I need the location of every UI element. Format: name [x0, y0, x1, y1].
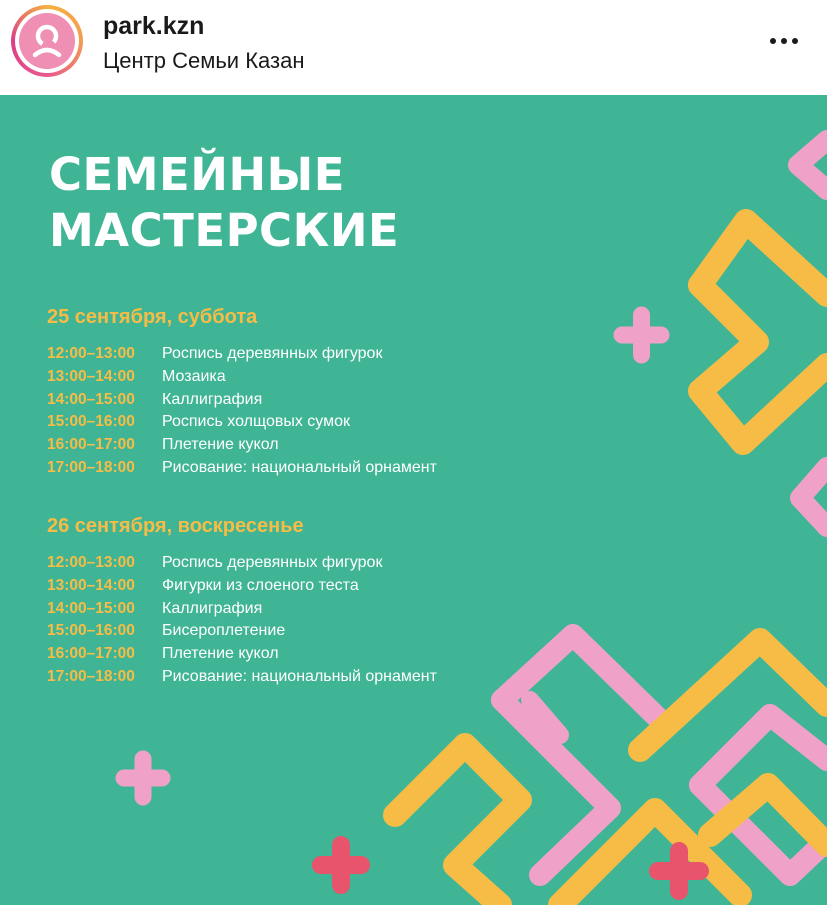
more-options-button[interactable]	[760, 25, 808, 57]
activity-name: Рисование: национальный орнамент	[162, 667, 437, 685]
more-horizontal-icon	[770, 38, 776, 44]
time-slot: 14:00–15:00	[47, 599, 135, 617]
day-heading-saturday: 25 сентября, суббота	[47, 306, 258, 328]
activity-name: Рисование: национальный орнамент	[162, 458, 437, 476]
schedule-row	[47, 345, 547, 368]
time-slot: 17:00–18:00	[47, 667, 135, 685]
avatar[interactable]	[11, 5, 83, 77]
time-slot: 13:00–14:00	[47, 576, 135, 594]
time-slot: 15:00–16:00	[47, 622, 135, 640]
schedule-row	[47, 391, 547, 414]
account-name[interactable]: park.kzn	[103, 12, 205, 40]
activity-name: Бисероплетение	[162, 622, 286, 640]
activity-name: Каллиграфия	[162, 599, 263, 617]
schedule-row	[47, 622, 547, 645]
account-subtitle: Центр Семьи Казан	[103, 48, 305, 73]
schedule-row	[47, 600, 547, 623]
activity-name: Роспись холщовых сумок	[162, 413, 350, 431]
avatar-logo-icon	[19, 13, 75, 69]
activity-name: Роспись деревянных фигурок	[162, 554, 383, 571]
activity-name: Мозаика	[162, 367, 226, 385]
schedule-row	[47, 459, 547, 482]
activity-name: Плетение кукол	[162, 645, 279, 663]
title-line-1: СЕМЕЙНЫЕ	[49, 148, 345, 201]
time-slot: 14:00–15:00	[47, 390, 135, 408]
time-slot: 16:00–17:00	[47, 436, 135, 454]
schedule-row	[47, 413, 547, 436]
schedule-row	[47, 368, 547, 391]
schedule-saturday	[47, 345, 547, 482]
time-slot: 12:00–13:00	[47, 345, 135, 362]
activity-name: Роспись деревянных фигурок	[162, 345, 383, 362]
schedule-row	[47, 554, 547, 577]
activity-name: Плетение кукол	[162, 436, 279, 454]
schedule-row	[47, 668, 547, 691]
time-slot: 13:00–14:00	[47, 367, 135, 385]
post-header	[0, 0, 827, 95]
schedule-row	[47, 436, 547, 459]
title-line-2: МАСТЕРСКИЕ	[49, 204, 400, 257]
time-slot: 15:00–16:00	[47, 413, 135, 431]
post-title	[49, 147, 399, 259]
time-slot: 12:00–13:00	[47, 554, 135, 571]
time-slot: 16:00–17:00	[47, 645, 135, 663]
schedule-row	[47, 577, 547, 600]
day-heading-sunday: 26 сентября, воскресенье	[47, 515, 304, 537]
time-slot: 17:00–18:00	[47, 458, 135, 476]
schedule-row	[47, 645, 547, 668]
activity-name: Фигурки из слоеного теста	[162, 576, 359, 594]
activity-name: Каллиграфия	[162, 390, 263, 408]
schedule-sunday	[47, 554, 547, 691]
post-image	[0, 95, 827, 905]
